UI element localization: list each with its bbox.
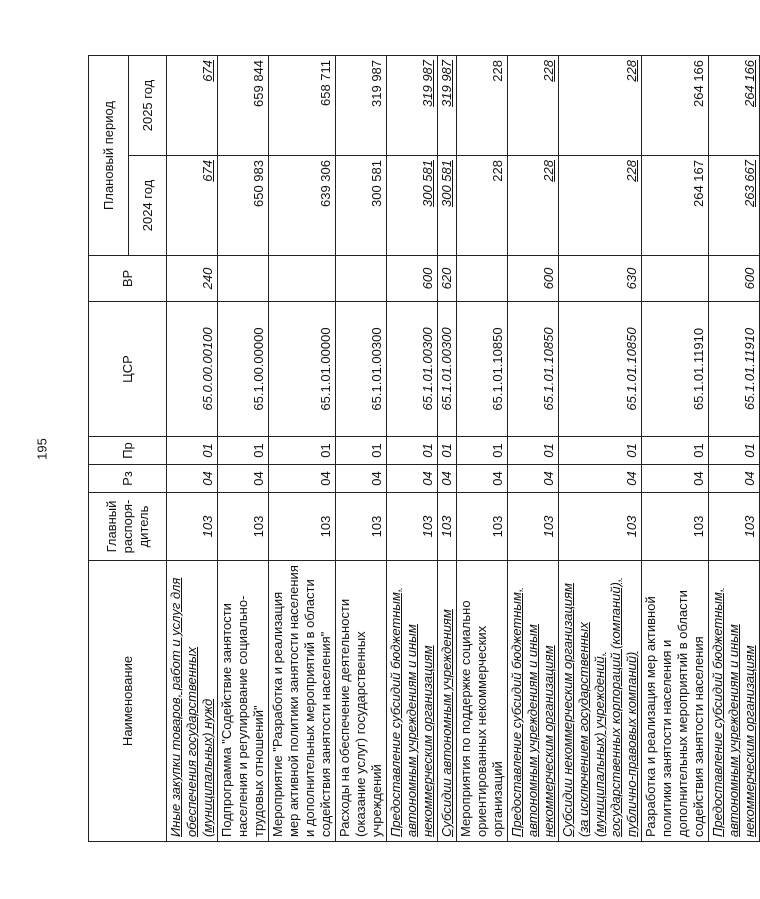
row-name-cell: Предоставление субсидий бюджетным, автономным учреждениям и иным некоммерческим организациям [387,561,438,842]
row-vr-cell [457,256,508,302]
row-value-2024-cell: 650 983 [218,156,269,256]
row-rz-cell: 04 [508,465,559,493]
row-csr-cell: 65.1.00.00000 [218,302,269,437]
row-csr-cell: 65.1.01.11910 [709,302,760,437]
row-csr-cell: 65.1.01.00000 [269,302,336,437]
row-rz-cell: 04 [457,465,508,493]
row-value-2025-cell: 228 [457,55,508,155]
table-row [387,55,438,841]
row-name-cell: Субсидии некоммерческим организациям (за исключением государственных (муниципальных) учреждений, государственных корпораций (компаний), публично-правовых компаний) [559,561,642,842]
row-name-cell: Мероприятия по поддержке социально ориентированных некоммерческих организаций [457,561,508,842]
row-rz-cell: 04 [269,465,336,493]
row-vr-cell [218,256,269,302]
row-pr-cell: 01 [457,437,508,465]
header-year-2024: 2024 год [129,156,167,256]
row-csr-cell: 65.1.01.00300 [336,302,387,437]
row-value-2025-cell: 658 711 [269,55,336,155]
row-vr-cell: 600 [709,256,760,302]
row-value-2025-cell: 674 [167,55,218,155]
row-pr-cell: 01 [709,437,760,465]
row-value-2024-cell: 264 167 [642,156,709,256]
header-vr: ВР [89,256,167,302]
row-admin-cell: 103 [218,493,269,561]
row-admin-cell: 103 [269,493,336,561]
table-row [457,55,508,841]
row-value-2024-cell: 674 [167,156,218,256]
row-name-cell: Субсидии автономным учреждениям [438,561,457,842]
row-admin-cell: 103 [709,493,760,561]
row-admin-cell: 103 [438,493,457,561]
row-value-2025-cell: 319 987 [438,55,457,155]
row-pr-cell: 01 [336,437,387,465]
row-value-2024-cell: 228 [559,156,642,256]
row-vr-cell: 600 [508,256,559,302]
row-pr-cell: 01 [508,437,559,465]
row-admin-cell: 103 [559,493,642,561]
row-pr-cell: 01 [438,437,457,465]
budget-table [88,55,760,842]
row-pr-cell: 01 [642,437,709,465]
row-vr-cell [642,256,709,302]
row-vr-cell: 240 [167,256,218,302]
row-value-2024-cell: 263 667 [709,156,760,256]
row-admin-cell: 103 [457,493,508,561]
header-csr: ЦСР [89,302,167,437]
header-name: Наименование [89,561,167,842]
table-row [336,55,387,841]
header-plan-period: Плановый период [89,55,129,255]
header-year-2025: 2025 год [129,55,167,155]
row-value-2024-cell: 300 581 [336,156,387,256]
row-value-2025-cell: 228 [508,55,559,155]
row-name-cell: Мероприятие "Разработка и реализация мер активной политики занятости населения и дополнительных мероприятий в области содействия занятости населения" [269,561,336,842]
table-row [508,55,559,841]
row-name-cell: Предоставление субсидий бюджетным, автономным учреждениям и иным некоммерческим организациям [709,561,760,842]
row-value-2025-cell: 228 [559,55,642,155]
row-rz-cell: 04 [218,465,269,493]
row-vr-cell: 600 [387,256,438,302]
row-value-2024-cell: 639 306 [269,156,336,256]
row-pr-cell: 01 [269,437,336,465]
row-vr-cell [269,256,336,302]
row-rz-cell: 04 [336,465,387,493]
rotated-page [88,56,757,842]
row-rz-cell: 04 [642,465,709,493]
row-pr-cell: 01 [218,437,269,465]
table-body [167,55,760,841]
row-value-2025-cell: 319 987 [336,55,387,155]
table-row [438,55,457,841]
header-pr: Пр [89,437,167,465]
row-admin-cell: 103 [387,493,438,561]
row-admin-cell: 103 [642,493,709,561]
row-admin-cell: 103 [336,493,387,561]
row-csr-cell: 65.1.01.10850 [559,302,642,437]
row-admin-cell: 103 [167,493,218,561]
table-row [642,55,709,841]
header-admin: Главный распоря-дитель [89,493,167,561]
row-rz-cell: 04 [559,465,642,493]
row-rz-cell: 04 [709,465,760,493]
row-value-2024-cell: 300 581 [387,156,438,256]
row-value-2025-cell: 264 166 [709,55,760,155]
row-value-2024-cell: 228 [457,156,508,256]
row-rz-cell: 04 [387,465,438,493]
row-value-2025-cell: 264 166 [642,55,709,155]
table-row [218,55,269,841]
row-vr-cell: 630 [559,256,642,302]
row-csr-cell: 65.0.00.00100 [167,302,218,437]
page-number: 195 [34,438,50,460]
row-vr-cell [336,256,387,302]
row-value-2025-cell: 319 987 [387,55,438,155]
row-name-cell: Расходы на обеспечение деятельности (оказание услуг) государственных учреждений [336,561,387,842]
row-csr-cell: 65.1.01.10850 [508,302,559,437]
table-row [709,55,760,841]
table-row [559,55,642,841]
row-pr-cell: 01 [387,437,438,465]
row-value-2024-cell: 300 581 [438,156,457,256]
table-row [167,55,218,841]
row-csr-cell: 65.1.01.00300 [438,302,457,437]
table-row [269,55,336,841]
header-rz: Рз [89,465,167,493]
row-csr-cell: 65.1.01.10850 [457,302,508,437]
row-csr-cell: 65.1.01.00300 [387,302,438,437]
row-name-cell: Разработка и реализация мер активной политики занятости населения и дополнительных мероприятий в области содействия занятости населения [642,561,709,842]
row-name-cell: Подпрограмма "Содействие занятости населения и регулирование социально-трудовых отношений" [218,561,269,842]
row-name-cell: Иные закупки товаров, работ и услуг для обеспечения государственных (муниципальных) нужд [167,561,218,842]
row-csr-cell: 65.1.01.11910 [642,302,709,437]
row-pr-cell: 01 [167,437,218,465]
row-pr-cell: 01 [559,437,642,465]
row-admin-cell: 103 [508,493,559,561]
row-value-2024-cell: 228 [508,156,559,256]
row-vr-cell: 620 [438,256,457,302]
row-rz-cell: 04 [438,465,457,493]
row-value-2025-cell: 659 844 [218,55,269,155]
row-name-cell: Предоставление субсидий бюджетным, автономным учреждениям и иным некоммерческим организациям [508,561,559,842]
row-rz-cell: 04 [167,465,218,493]
